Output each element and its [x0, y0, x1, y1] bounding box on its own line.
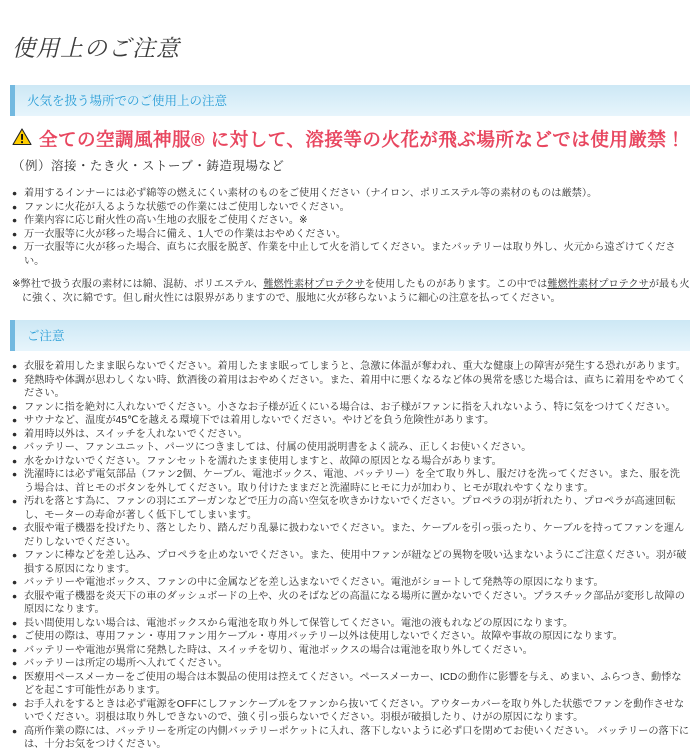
note-text: ※弊社で扱う衣服の素材には綿、混紡、ポリエステル、: [12, 279, 264, 290]
list-item: ● 水をかけないでください。ファンセットを濡れたまま使用しますと、故障の原因となる場合があります。: [12, 455, 690, 469]
page-title: 使用上のご注意: [12, 35, 180, 61]
list-item: ● 高所作業の際には、バッテリーを所定の内側バッテリーポケットに入れ、落下しないように必ず口を閉めてお使いください。 バッテリーの落下には、十分お気をつけください。: [12, 725, 690, 752]
list-item: ● 万一衣服等に火が移った場合、直ちに衣服を脱ぎ、作業を中止して火を消してください。またバッテリーは取り外し、火元から遠ざけてください。: [12, 241, 690, 268]
fire-warning-example: （例）溶接・たき火・ストーブ・鋳造現場など: [12, 159, 285, 173]
list-item: ● サウナなど、温度が45℃を越える環境下では着用しないでください。やけどを負う危険性があります。: [12, 414, 690, 428]
note-text: が最も火に強く、次に綿です。但し耐火性には限界がありますので、服地に火が移らないように細心の注意を払ってください。: [22, 279, 690, 304]
list-item: ● ご使用の際は、専用ファン・専用ファン用ケーブル・専用バッテリー以外は使用しないでください。故障や事故の原因になります。: [12, 630, 690, 644]
warning-triangle-icon: [12, 128, 32, 151]
note-underlined-material: 難燃性素材プロテクサ: [263, 279, 365, 290]
section-header-fire-label: 火気を扱う場所でのご使用上の注意: [27, 94, 228, 108]
list-item: ● 医療用ペースメーカーをご使用の場合は本製品の使用は控えてください。ペースメーカー、ICDの動作に影響を与え、めまい、ふらつき、動悸などを起こす可能性があります。: [12, 671, 690, 698]
list-item: ● バッテリーや電池ボックス、ファンの中に金属などを差し込まないでください。電池がショートして発熱等の原因になります。: [12, 576, 690, 590]
section-header-fire: [10, 85, 690, 116]
list-item: ● 発熱時や体調が思わしくない時、飲酒後の着用はおやめください。また、着用中に悪くなるなど体の異常を感じた場合は、直ちに着用をやめてください。: [12, 374, 690, 401]
fire-warning-text: 全ての空調風神服® に対して、溶接等の火花が飛ぶ場所などでは使用厳禁！: [39, 129, 686, 150]
list-item: ● 洗濯時には必ず電気部品（ファン2個、ケーブル、電池ボックス、電池、バッテリー）を全て取り外し、服だけを洗ってください。また、服を洗う場合は、首ヒモのボタンを外してください。取り付けたままだと洗濯時にヒモに力が加わり、ヒモが取れやすくなります。: [12, 468, 690, 495]
list-item: ● 作業内容に応じ耐火性の高い生地の衣服をご使用ください。※: [12, 214, 690, 228]
list-item: ● 着用時以外は、スイッチを入れないでください。: [12, 428, 690, 442]
list-item: ● 衣服や電子機器を炎天下の車のダッシュボードの上や、火のそばなどの高温になる場所に置かないでください。プラスチック部品が変形し故障の原因になります。: [12, 590, 690, 617]
note-underlined-material: 難燃性素材プロテクサ: [547, 279, 649, 290]
list-item: ● 長い間使用しない場合は、電池ボックスから電池を取り外して保管してください。電池の液もれなどの原因になります。: [12, 617, 690, 631]
list-item: ● バッテリーや電池が異常に発熱した時は、スイッチを切り、電池ボックスの場合は電池を取り外してください。: [12, 644, 690, 658]
section-header-caution: [10, 320, 690, 351]
list-item: ● ファンに火花が入るような状態での作業にはご使用しないでください。: [12, 201, 690, 215]
list-item: ● 汚れを落とす為に、ファンの羽にエアーガンなどで圧力の高い空気を吹きかけないでください。プロペラの羽が折れたり、プロペラが高速回転し、モーターの寿命が著しく低下してしまいます。: [12, 495, 690, 522]
fire-warning-row: [12, 126, 690, 152]
list-item: ● ファンに棒などを差し込み、プロペラを止めないでください。また、使用中ファンが紐などの異物を吸い込まないようにご注意ください。羽が破損する原因になります。: [12, 549, 690, 576]
list-item: ● 万一衣服等に火が移った場合に備え、1人での作業はおやめください。: [12, 228, 690, 242]
caution-bullet-list: [10, 360, 690, 752]
list-item: ● 衣服や電子機器を投げたり、落としたり、踏んだり乱暴に扱わないでください。また、ケーブルを引っ張ったり、ケーブルを持ってファンを運んだりしないでください。: [12, 522, 690, 549]
list-item: ● 衣服を着用したまま眠らないでください。着用したまま眠ってしまうと、急激に体温が奪われ、重大な健康上の障害が発生する恐れがあります。: [12, 360, 690, 374]
list-item: ● お手入れをするときは必ず電源をOFFにしファンケーブルをファンから抜いてください。アウターカバーを取り外した状態でファンを動作させないでください。羽根は取り外しできないので、強く引っ張らないでください。羽根が破損したり、けがの原因になります。: [12, 698, 690, 725]
list-item: ● 着用するインナーには必ず綿等の燃えにくい素材のものをご使用ください（ナイロン、ポリエステル等の素材のものは厳禁）。: [12, 187, 690, 201]
list-item: ● バッテリー、ファンユニット、パーツにつきましては、付属の使用説明書をよく読み、正しくお使いください。: [12, 441, 690, 455]
fire-bullet-list: [10, 187, 690, 268]
section-header-caution-label: ご注意: [27, 329, 65, 343]
list-item: ● ファンに指を絶対に入れないでください。小さなお子様が近くにいる場合は、お子様がファンに指を入れないよう、特に気をつけてください。: [12, 401, 690, 415]
list-item: ● バッテリーは所定の場所へ入れてください。: [12, 657, 690, 671]
note-text: を使用したものがあります。この中では: [364, 279, 548, 290]
flammability-note: [12, 278, 690, 305]
